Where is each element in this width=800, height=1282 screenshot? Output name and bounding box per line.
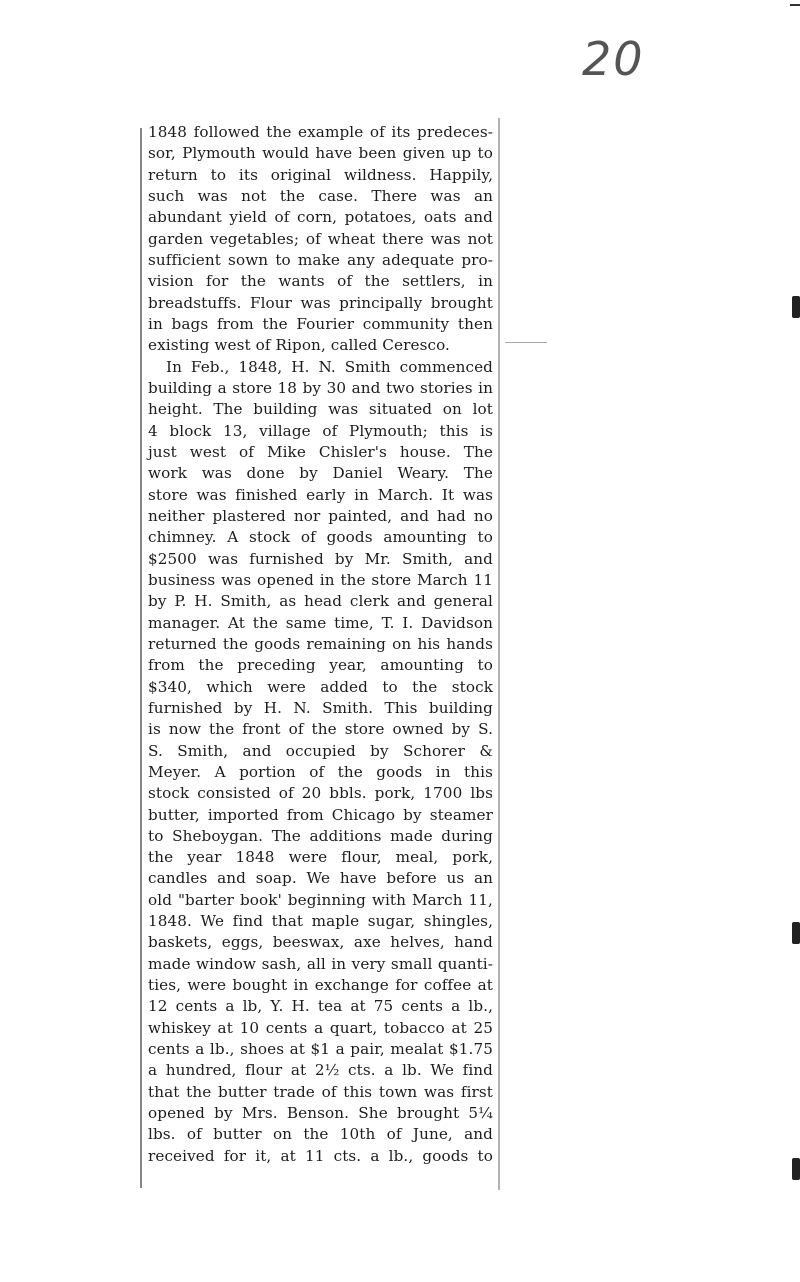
- text-line: candles and soap. We have before us an: [148, 869, 493, 888]
- text-line: 1848. We find that maple sugar, shingles,: [148, 912, 493, 931]
- scan-edge-mark: [790, 4, 800, 6]
- text-line: $2500 was furnished by Mr. Smith, and: [148, 549, 493, 568]
- newspaper-clipping: [140, 118, 500, 1190]
- text-line: S. Smith, and occupied by Schorer &: [148, 741, 493, 760]
- crop-mark: [505, 342, 547, 343]
- text-line: butter, imported from Chicago by steamer: [148, 805, 493, 824]
- binding-mark: [792, 1158, 800, 1180]
- text-line: Meyer. A portion of the goods in this: [148, 762, 493, 781]
- text-line: 12 cents a lb, Y. H. tea at 75 cents a lb.,: [148, 997, 493, 1016]
- text-line: 1848 followed the example of its predeces-: [148, 123, 493, 141]
- text-line: ties, were bought in exchange for coffee at: [148, 976, 493, 995]
- text-line: sufficient sown to make any adequate pro-: [148, 250, 493, 269]
- text-line: 4 block 13, village of Plymouth; this is: [148, 421, 493, 440]
- text-line: the year 1848 were flour, meal, pork,: [148, 848, 493, 867]
- clipping-right-edge: [498, 118, 500, 1190]
- text-line: sor, Plymouth would have been given up to: [148, 144, 493, 163]
- text-line: to Sheboygan. The additions made during: [148, 826, 493, 845]
- text-line: work was done by Daniel Weary. The: [148, 464, 493, 483]
- text-line: return to its original wildness. Happily,: [148, 165, 493, 184]
- clipping-left-edge: [140, 128, 142, 1188]
- text-line: furnished by H. N. Smith. This building: [148, 698, 493, 717]
- text-line: that the butter trade of this town was first: [148, 1082, 493, 1101]
- text-line: height. The building was situated on lot: [148, 400, 493, 419]
- text-line: whiskey at 10 cents a quart, tobacco at 25: [148, 1018, 493, 1037]
- text-line: $340, which were added to the stock: [148, 677, 493, 696]
- text-line: made window sash, all in very small quanti-: [148, 954, 493, 973]
- text-line: a hundred, flour at 2½ cts. a lb. We find: [148, 1061, 493, 1080]
- text-line: such was not the case. There was an: [148, 186, 493, 205]
- text-line: by P. H. Smith, as head clerk and general: [148, 592, 493, 611]
- page-number: 20: [582, 32, 645, 86]
- text-line: received for it, at 11 cts. a lb., goods to: [148, 1146, 493, 1165]
- text-line: from the preceding year, amounting to: [148, 656, 493, 675]
- text-line: existing west of Ripon, called Ceresco.: [148, 336, 450, 355]
- text-line: chimney. A stock of goods amounting to: [148, 528, 493, 547]
- text-line: baskets, eggs, beeswax, axe helves, hand: [148, 933, 493, 952]
- text-line: neither plastered nor painted, and had no: [148, 506, 493, 525]
- text-line: lbs. of butter on the 10th of June, and: [148, 1125, 493, 1144]
- text-line: store was finished early in March. It was: [148, 485, 493, 504]
- text-line: old "barter book' beginning with March 11,: [148, 890, 493, 909]
- text-line: breadstuffs. Flour was principally brought: [148, 293, 493, 312]
- text-line: building a store 18 by 30 and two stories in: [148, 378, 493, 397]
- text-line: just west of Mike Chisler's house. The: [148, 442, 493, 461]
- binding-mark: [792, 922, 800, 944]
- text-line: business was opened in the store March 11: [148, 570, 493, 589]
- text-line: abundant yield of corn, potatoes, oats and: [148, 208, 493, 227]
- text-line: garden vegetables; of wheat there was not: [148, 229, 493, 248]
- text-line: manager. At the same time, T. I. Davidson: [148, 613, 493, 632]
- text-line: cents a lb., shoes at $1 a pair, mealat $1.75: [148, 1040, 493, 1059]
- text-line: stock consisted of 20 bbls. pork, 1700 lbs: [148, 784, 493, 803]
- text-line: returned the goods remaining on his hands: [148, 634, 493, 653]
- text-line: is now the front of the store owned by S.: [148, 720, 493, 739]
- text-line: vision for the wants of the settlers, in: [148, 272, 493, 291]
- text-line: in bags from the Fourier community then: [148, 314, 493, 333]
- text-line: In Feb., 1848, H. N. Smith commenced: [166, 357, 493, 376]
- binding-mark: [792, 296, 800, 318]
- text-line: opened by Mrs. Benson. She brought 5¼: [148, 1104, 493, 1123]
- article-text: [148, 122, 493, 1167]
